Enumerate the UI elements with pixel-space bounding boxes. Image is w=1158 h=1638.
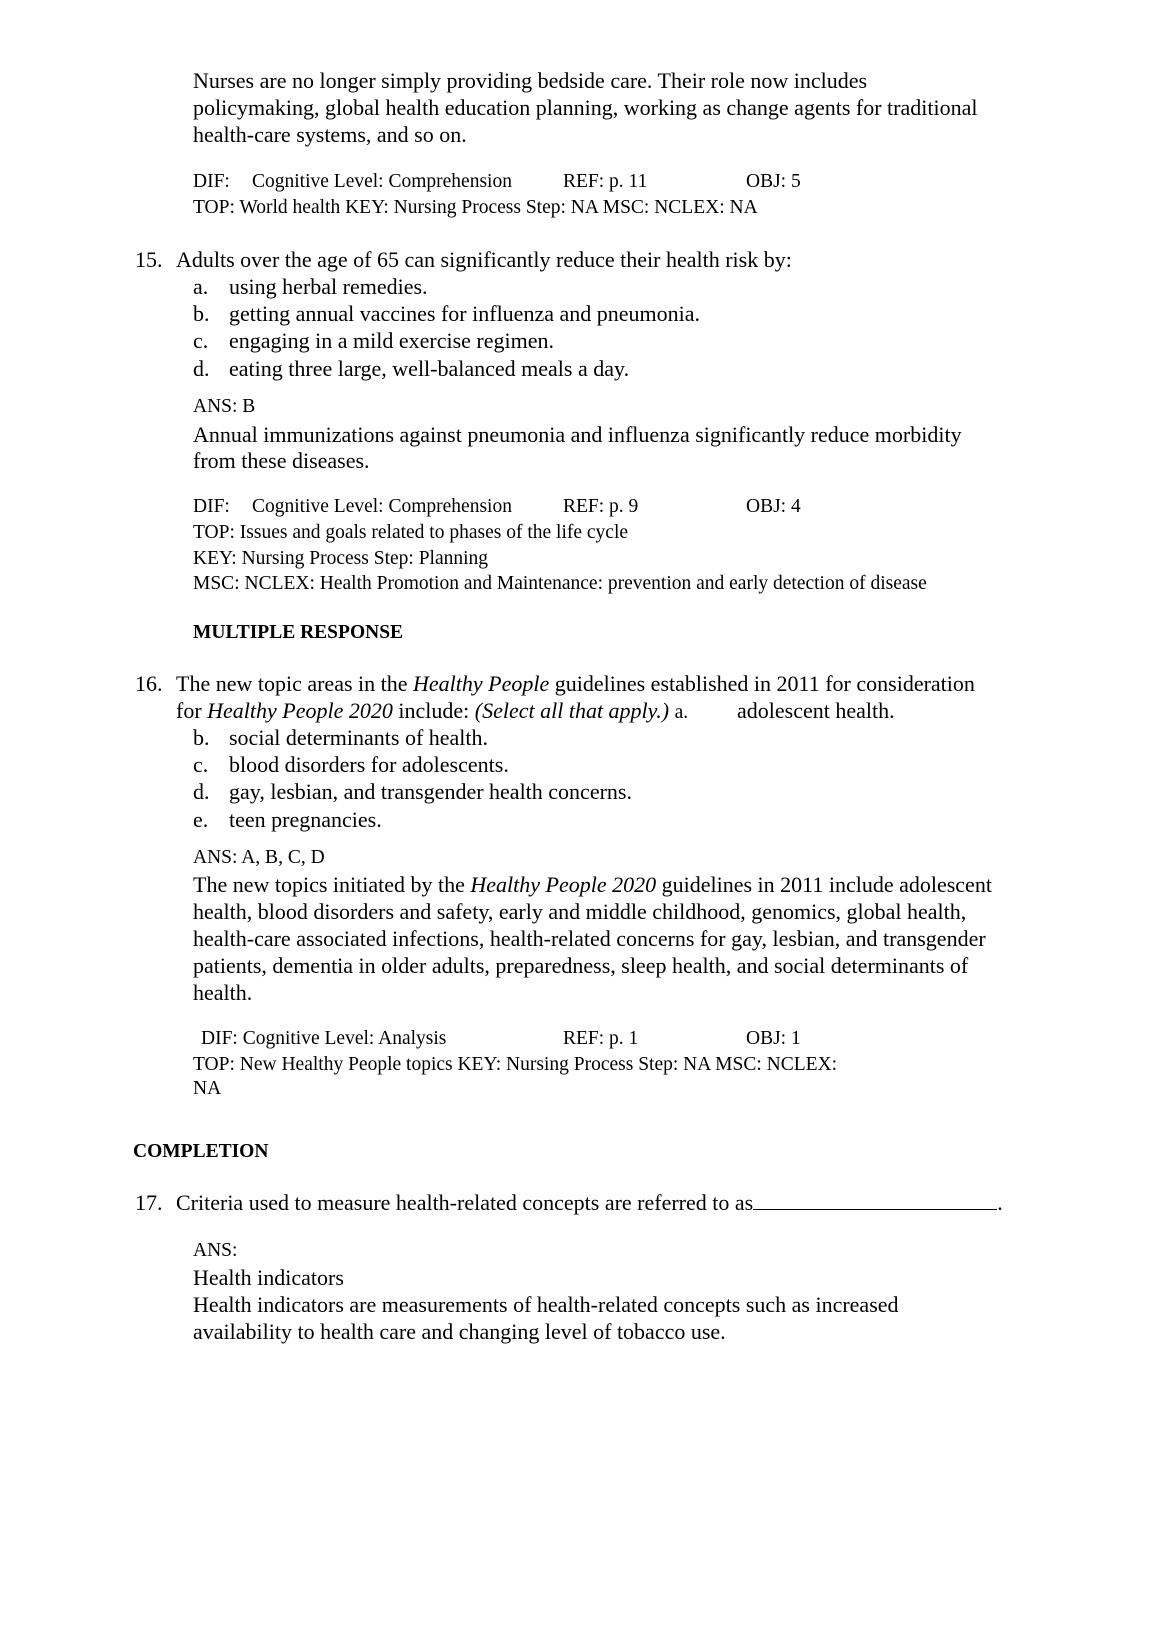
meta-msc: MSC: NCLEX: Health Promotion and Maintenance: prevention and early detection of disease <box>193 573 927 594</box>
end-punct: . <box>997 1190 1003 1215</box>
question-number: 15. <box>135 247 163 272</box>
meta-ref: REF: p. 9 <box>563 496 639 517</box>
question-text-line1 <box>176 670 975 697</box>
section-heading-completion: COMPLETION <box>133 1141 269 1162</box>
rationale-text: guidelines in 2011 include adolescent <box>656 872 992 897</box>
meta-dif-value: Cognitive Level: Comprehension <box>252 496 512 517</box>
meta-dif-label: DIF: <box>193 496 230 517</box>
answer: Health indicators <box>193 1265 344 1290</box>
answer-label: ANS: <box>193 1240 238 1261</box>
rationale-italic: Healthy People 2020 <box>470 872 657 897</box>
option-letter: b. <box>193 301 210 326</box>
option-letter: d. <box>193 779 210 804</box>
option-text: teen pregnancies. <box>229 807 382 832</box>
meta-dif-label: DIF: <box>193 171 230 192</box>
meta-dif: DIF: Cognitive Level: Analysis <box>201 1028 447 1049</box>
meta-line3: NA <box>193 1078 222 1099</box>
question-text: for <box>176 698 208 723</box>
section-heading-multiple-response: MULTIPLE RESPONSE <box>193 622 404 643</box>
option-letter: c. <box>193 752 209 777</box>
rationale-line <box>193 871 992 898</box>
question-text-italic: Healthy People 2020 <box>207 698 393 723</box>
option-text: gay, lesbian, and transgender health concerns. <box>229 779 632 804</box>
meta-obj: OBJ: 4 <box>746 496 801 517</box>
option-text: eating three large, well-balanced meals a day. <box>229 356 630 381</box>
rationale-line: health. <box>193 980 253 1005</box>
option-letter: d. <box>193 356 210 381</box>
question-number: 16. <box>135 671 163 696</box>
answer-blank <box>753 1189 997 1210</box>
option-letter: a. <box>193 274 209 299</box>
answer: ANS: A, B, C, D <box>193 847 325 868</box>
rationale-line: from these diseases. <box>193 448 370 473</box>
meta-top: TOP: Issues and goals related to phases of the life cycle <box>193 522 629 543</box>
option-text: using herbal remedies. <box>229 274 428 299</box>
question-number: 17. <box>135 1190 163 1215</box>
question-text: Adults over the age of 65 can significantly reduce their health risk by: <box>176 247 792 272</box>
meta-ref: REF: p. 1 <box>563 1028 639 1049</box>
intro-line: health-care systems, and so on. <box>193 122 467 147</box>
meta-obj: OBJ: 1 <box>746 1028 801 1049</box>
option-text: getting annual vaccines for influenza and pneumonia. <box>229 301 700 326</box>
answer: ANS: B <box>193 396 256 417</box>
meta-ref: REF: p. 11 <box>563 171 648 192</box>
option-text: social determinants of health. <box>229 725 489 750</box>
question-text: guidelines established in 2011 for consideration <box>549 671 975 696</box>
question-text-line2 <box>176 697 688 726</box>
option-text: adolescent health. <box>737 698 895 723</box>
meta-line2: TOP: World health KEY: Nursing Process Step: NA MSC: NCLEX: NA <box>193 197 758 218</box>
rationale-line: health-care associated infections, health-related concerns for gay, lesbian, and transgender <box>193 926 986 951</box>
option-text: engaging in a mild exercise regimen. <box>229 328 554 353</box>
option-letter: c. <box>193 328 209 353</box>
question-text: Criteria used to measure health-related concepts are referred to as <box>176 1190 754 1215</box>
intro-line: Nurses are no longer simply providing bedside care. Their role now includes <box>193 68 868 93</box>
rationale-line: health, blood disorders and safety, early and middle childhood, genomics, global health, <box>193 899 967 924</box>
meta-line2: TOP: New Healthy People topics KEY: Nursing Process Step: NA MSC: NCLEX: <box>193 1054 838 1075</box>
rationale-line: patients, dementia in older adults, preparedness, sleep health, and social determinants of <box>193 953 969 978</box>
rationale-line: Annual immunizations against pneumonia and influenza significantly reduce morbidity <box>193 422 962 447</box>
rationale-line: availability to health care and changing level of tobacco use. <box>193 1319 726 1344</box>
option-letter: a. <box>674 702 689 723</box>
meta-key: KEY: Nursing Process Step: Planning <box>193 548 489 569</box>
question-text-line <box>176 1189 1003 1216</box>
meta-dif-value: Cognitive Level: Comprehension <box>252 171 512 192</box>
rationale-line: Health indicators are measurements of health-related concepts such as increased <box>193 1292 899 1317</box>
question-text: The new topic areas in the <box>176 671 414 696</box>
intro-line: policymaking, global health education planning, working as change agents for traditional <box>193 95 978 120</box>
question-text: include: <box>392 698 475 723</box>
option-letter: b. <box>193 725 210 750</box>
meta-obj: OBJ: 5 <box>746 171 801 192</box>
question-text-italic: Healthy People <box>413 671 550 696</box>
option-letter: e. <box>193 807 209 832</box>
rationale-text: The new topics initiated by the <box>193 872 471 897</box>
option-text: blood disorders for adolescents. <box>229 752 509 777</box>
select-all-note: (Select all that apply.) <box>474 698 670 723</box>
